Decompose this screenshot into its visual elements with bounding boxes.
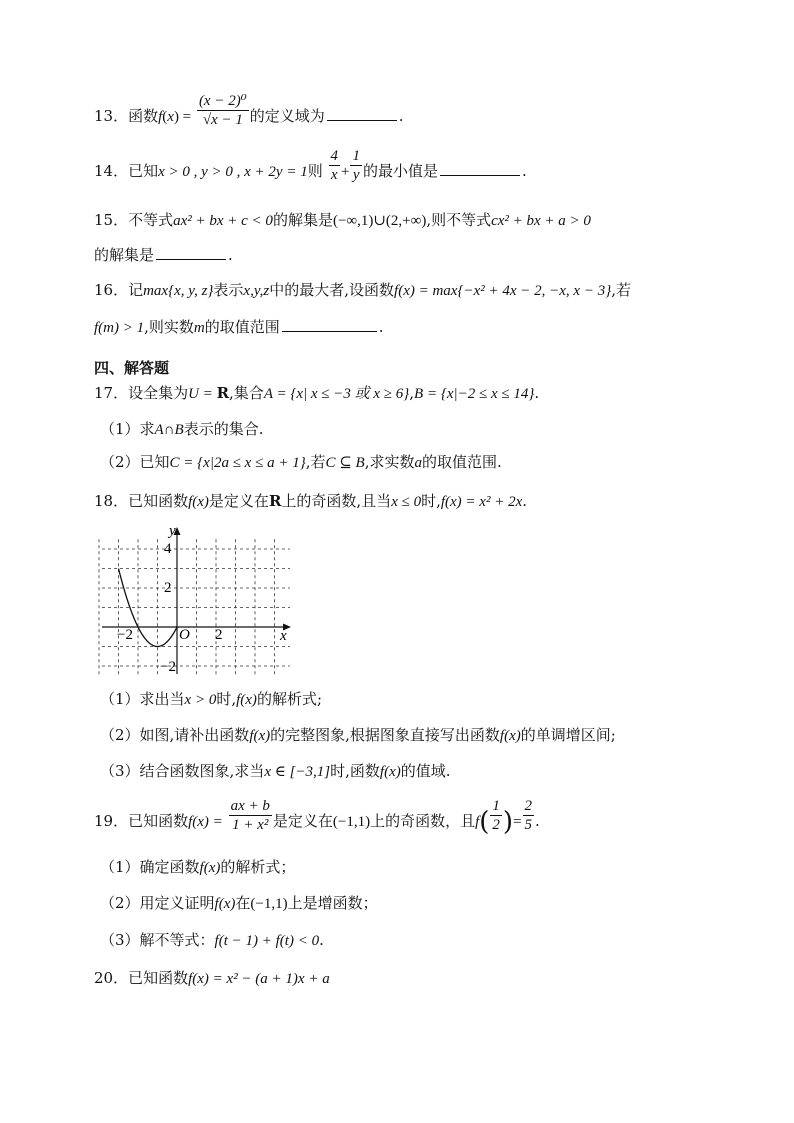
origin-label: O: [179, 627, 190, 643]
question-17-part-1: （1）求A∩B表示的集合.: [100, 420, 264, 438]
question-17: 17．设全集为U = R,集合A = {x| x ≤ −3 或 x ≥ 6},B = {x|−2 ≤ x ≤ 14}.: [94, 384, 540, 402]
x-tick-label-2: 2: [215, 627, 223, 643]
answer-blank[interactable]: [282, 316, 377, 332]
question-18-part-2: （2）如图,请补出函数f(x)的完整图象,根据图象直接写出函数f(x)的单调增区间;: [100, 726, 616, 744]
y-tick-label-4: 4: [164, 541, 172, 557]
answer-blank[interactable]: [327, 105, 397, 121]
question-13: 13．函数f(x) = $\frac{\text{(x − 2)⁰}}{√x - 1}$ 的定义域为 .: [94, 92, 404, 128]
question-19-part-2: （2）用定义证明f(x)在(−1,1)上是增函数；: [100, 894, 378, 912]
function-graph: [98, 524, 298, 676]
x-axis-label: x: [280, 628, 287, 644]
question-17-part-2: （2）已知C = {x|2a ≤ x ≤ a + 1},若C ⊆ B,求实数a的取值范围.: [100, 453, 502, 471]
y-tick-label-neg2: −2: [160, 659, 176, 675]
question-15: 15．不等式ax² + bx + c < 0的解集是(−∞,1)∪(2,+∞),则不等式cx² + bx + a > 0: [94, 211, 591, 229]
q13-fraction: $\frac{\text{(x − 2)⁰}}{√x - 1}$: [198, 92, 247, 128]
question-16-line-2: f(m) > 1,则实数m的取值范围 .: [94, 318, 384, 336]
q19-fraction: $\frac{ax + b}{\text{1 + x²}}$: [230, 797, 270, 833]
graph-grid: [99, 539, 290, 676]
q14-fraction-2: $\frac{1}{y}$: [352, 147, 360, 183]
q14-fraction-1: $\frac{4}{x}$: [330, 147, 339, 183]
y-tick-label-2: 2: [164, 580, 172, 596]
question-14: 14．已知x > 0 , y > 0 , x + 2y = 1则 $\frac{4}{x}$ + $\frac{1}{y}$ 的最小值是 .: [94, 147, 527, 183]
question-18: 18．已知函数f(x)是定义在R上的奇函数,且当x ≤ 0时,f(x) = x² + 2x.: [94, 492, 528, 510]
question-16: 16．记max{x, y, z}表示x,y,z中的最大者,设函数f(x) = max{−x² + 4x − 2, −x, x − 3},若: [94, 281, 631, 299]
section-heading: 四、解答题: [94, 359, 170, 377]
question-18-part-1: （1）求出当x > 0时,f(x)的解析式;: [100, 690, 322, 708]
question-18-part-3: （3）结合函数图象,求当x ∈ [−3,1]时,函数f(x)的值域.: [100, 762, 451, 780]
q19-half: $\frac{1}{2}$: [492, 797, 500, 833]
question-15-line-2: 的解集是 .: [94, 246, 233, 264]
answer-blank[interactable]: [156, 244, 226, 260]
x-tick-label-neg2: −2: [117, 627, 133, 643]
answer-blank[interactable]: [440, 160, 520, 176]
question-19: 19．已知函数f(x) = $\frac{ax + b}{\text{1 + x²}}$ 是定义在(−1,1)上的奇函数，且f( $\frac{1}{2}$ )= $\frac{2}{5}$ .: [94, 797, 540, 837]
y-axis-label: y: [169, 524, 176, 539]
question-19-part-1: （1）确定函数f(x)的解析式；: [100, 858, 296, 876]
question-19-part-3: （3）解不等式：f(t − 1) + f(t) < 0.: [100, 931, 324, 949]
question-20: 20．已知函数f(x) = x² − (a + 1)x + a: [94, 969, 330, 987]
q19-value: $\frac{2}{5}$: [524, 797, 533, 833]
